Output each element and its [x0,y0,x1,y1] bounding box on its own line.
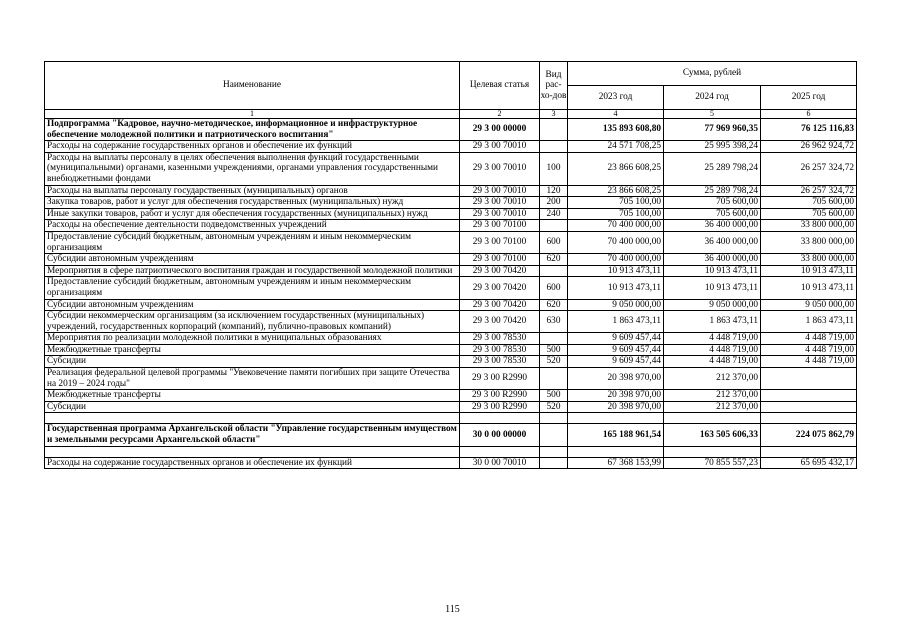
cell-amount-2023: 70 400 000,00 [568,231,664,253]
table-row [45,254,857,266]
cell-amount-2023: 70 400 000,00 [568,254,664,266]
cell-amount-2025: 10 913 473,11 [761,265,857,277]
header-row [45,62,857,86]
table-row [45,356,857,368]
cell-name: Расходы на содержание государственных органов и обеспечение их функций [45,141,460,153]
cell-expense-type: 600 [540,231,568,253]
cell-target-code: 29 3 00 R2990 [460,390,540,402]
cell-amount-2023: 23 866 608,25 [568,185,664,197]
table-row [45,390,857,402]
cell-expense-type [540,457,568,469]
cell-name: Предоставление субсидий бюджетным, автономным учреждениям и иным некоммерческим организациям [45,231,460,253]
cell-name: Иные закупки товаров, работ и услуг для обеспечения государственных (муниципальных) нужд [45,208,460,220]
page-number: 115 [445,604,460,615]
cell-name: Субсидии некоммерческим организациям (за исключением государственных (муниципальных) учреждений, государственных корпораций (компаний), публично-правовых компаний) [45,311,460,333]
cell-amount-2023: 9 609 457,44 [568,333,664,345]
cell-amount-2023: 24 571 708,25 [568,141,664,153]
column-index: 6 [761,110,857,119]
cell-expense-type: 600 [540,277,568,299]
cell-amount-2023: 705 100,00 [568,197,664,209]
cell-expense-type [540,220,568,232]
cell-target-code: 29 3 00 70100 [460,231,540,253]
cell-name: Государственная программа Архангельской области "Управление государственным имуществом и земельными ресурсами Архангельской области" [45,424,460,446]
table-row [45,277,857,299]
cell-amount-2023: 10 913 473,11 [568,265,664,277]
cell-expense-type: 500 [540,344,568,356]
cell-amount-2024: 212 370,00 [664,401,761,413]
cell-amount-2024 [664,446,761,457]
cell-amount-2023: 9 609 457,44 [568,344,664,356]
cell-amount-2025: 1 863 473,11 [761,311,857,333]
cell-amount-2024 [664,413,761,424]
header-year-2024: 2024 год [664,86,761,110]
table-row [45,344,857,356]
cell-target-code [460,413,540,424]
cell-target-code: 30 0 00 00000 [460,424,540,446]
header-code: Целевая статья [460,62,540,110]
cell-name: Расходы на содержание государственных органов и обеспечение их функций [45,457,460,469]
spacer-row [45,446,857,457]
cell-amount-2023: 70 400 000,00 [568,220,664,232]
cell-expense-type: 100 [540,152,568,185]
table-row [45,197,857,209]
cell-amount-2023: 9 609 457,44 [568,356,664,368]
cell-amount-2025: 26 257 324,72 [761,152,857,185]
cell-amount-2025: 4 448 719,00 [761,344,857,356]
cell-name: Субсидии [45,356,460,368]
cell-amount-2023 [568,446,664,457]
cell-target-code: 29 3 00 78530 [460,333,540,345]
cell-amount-2024: 4 448 719,00 [664,356,761,368]
table-row [45,368,857,390]
table-row [45,333,857,345]
table-row [45,208,857,220]
cell-amount-2023: 67 368 153,99 [568,457,664,469]
table-row [45,424,857,446]
cell-amount-2025 [761,413,857,424]
cell-target-code: 29 3 00 70010 [460,141,540,153]
cell-amount-2023: 165 188 961,54 [568,424,664,446]
cell-amount-2023: 23 866 608,25 [568,152,664,185]
cell-amount-2025 [761,401,857,413]
cell-name: Расходы на выплаты персоналу в целях обеспечения выполнения функций государственными (муниципальными) органами, казенными учреждениями, органами управления государственными внебюджетными фондами [45,152,460,185]
cell-amount-2024: 77 969 960,35 [664,119,761,141]
cell-target-code: 29 3 00 00000 [460,119,540,141]
cell-expense-type: 500 [540,390,568,402]
cell-target-code: 29 3 00 70420 [460,265,540,277]
spacer-row [45,413,857,424]
cell-target-code: 29 3 00 R2990 [460,401,540,413]
table-row [45,401,857,413]
cell-amount-2024: 25 289 798,24 [664,152,761,185]
cell-expense-type: 630 [540,311,568,333]
cell-expense-type: 520 [540,356,568,368]
header-year-2025: 2025 год [761,86,857,110]
cell-name: Межбюджетные трансферты [45,390,460,402]
cell-name: Предоставление субсидий бюджетным, автономным учреждениям и иным некоммерческим организациям [45,277,460,299]
cell-amount-2024: 4 448 719,00 [664,344,761,356]
cell-expense-type: 520 [540,401,568,413]
table-row [45,185,857,197]
cell-target-code: 30 0 00 70010 [460,457,540,469]
cell-expense-type: 620 [540,299,568,311]
cell-name: Подпрограмма "Кадровое, научно-методическое, информационное и инфраструктурное обеспечение молодежной политики и патриотического воспитания" [45,119,460,141]
cell-amount-2025: 705 600,00 [761,208,857,220]
cell-amount-2024: 10 913 473,11 [664,265,761,277]
table-row [45,141,857,153]
table-row [45,231,857,253]
cell-amount-2024: 212 370,00 [664,368,761,390]
cell-amount-2025: 4 448 719,00 [761,333,857,345]
cell-amount-2024: 36 400 000,00 [664,254,761,266]
cell-expense-type [540,265,568,277]
cell-amount-2025: 26 257 324,72 [761,185,857,197]
cell-amount-2024: 9 050 000,00 [664,299,761,311]
cell-expense-type [540,333,568,345]
cell-name: Субсидии [45,401,460,413]
table-row [45,220,857,232]
cell-amount-2024: 705 600,00 [664,197,761,209]
cell-target-code: 29 3 00 70420 [460,311,540,333]
cell-amount-2025: 33 800 000,00 [761,254,857,266]
cell-amount-2024: 36 400 000,00 [664,231,761,253]
cell-expense-type [540,413,568,424]
cell-amount-2025: 9 050 000,00 [761,299,857,311]
column-index: 5 [664,110,761,119]
cell-expense-type [540,424,568,446]
table-body [45,62,857,469]
header-sum: Сумма, рублей [568,62,857,86]
table-row [45,119,857,141]
cell-name: Реализация федеральной целевой программы "Увековечение памяти погибших при защите Отечества на 2019 – 2024 годы" [45,368,460,390]
cell-expense-type [540,141,568,153]
cell-amount-2025: 33 800 000,00 [761,231,857,253]
cell-amount-2025: 65 695 432,17 [761,457,857,469]
column-index: 4 [568,110,664,119]
cell-amount-2024: 36 400 000,00 [664,220,761,232]
column-index: 3 [540,110,568,119]
cell-target-code: 29 3 00 70100 [460,254,540,266]
cell-amount-2025: 26 962 924,72 [761,141,857,153]
cell-target-code: 29 3 00 70010 [460,152,540,185]
cell-amount-2024: 25 289 798,24 [664,185,761,197]
cell-target-code: 29 3 00 70010 [460,185,540,197]
header-year-2023: 2023 год [568,86,664,110]
cell-name [45,446,460,457]
cell-amount-2024: 212 370,00 [664,390,761,402]
cell-target-code [460,446,540,457]
table-row [45,152,857,185]
table-row [45,457,857,469]
cell-amount-2024: 10 913 473,11 [664,277,761,299]
cell-amount-2023: 135 893 608,80 [568,119,664,141]
cell-expense-type: 120 [540,185,568,197]
cell-name: Межбюджетные трансферты [45,344,460,356]
header-name: Наименование [45,62,460,110]
cell-name: Расходы на обеспечение деятельности подведомственных учреждений [45,220,460,232]
cell-name: Субсидии автономным учреждениям [45,254,460,266]
cell-target-code: 29 3 00 R2990 [460,368,540,390]
table-row [45,311,857,333]
cell-amount-2024: 25 995 398,24 [664,141,761,153]
cell-name [45,413,460,424]
cell-amount-2023: 1 863 473,11 [568,311,664,333]
column-index: 1 [45,110,460,119]
cell-name: Закупка товаров, работ и услуг для обеспечения государственных (муниципальных) нужд [45,197,460,209]
cell-expense-type [540,368,568,390]
cell-amount-2025 [761,446,857,457]
budget-table [44,61,857,469]
cell-amount-2024: 70 855 557,23 [664,457,761,469]
cell-target-code: 29 3 00 78530 [460,344,540,356]
column-index-row [45,110,857,119]
cell-name: Мероприятия по реализации молодежной политики в муниципальных образованиях [45,333,460,345]
cell-target-code: 29 3 00 78530 [460,356,540,368]
cell-amount-2025: 33 800 000,00 [761,220,857,232]
cell-name: Мероприятия в сфере патриотического воспитания граждан и государственной молодежной политики [45,265,460,277]
cell-amount-2023: 705 100,00 [568,208,664,220]
cell-amount-2025: 10 913 473,11 [761,277,857,299]
cell-expense-type: 240 [540,208,568,220]
cell-amount-2024: 4 448 719,00 [664,333,761,345]
cell-target-code: 29 3 00 70420 [460,299,540,311]
cell-amount-2024: 163 505 606,33 [664,424,761,446]
cell-amount-2025: 4 448 719,00 [761,356,857,368]
cell-amount-2025: 76 125 116,83 [761,119,857,141]
cell-target-code: 29 3 00 70010 [460,197,540,209]
cell-amount-2023: 20 398 970,00 [568,390,664,402]
cell-name: Субсидии автономным учреждениям [45,299,460,311]
cell-amount-2025: 224 075 862,79 [761,424,857,446]
header-vid: Вид рас-хо-дов [540,62,568,110]
cell-name: Расходы на выплаты персоналу государственных (муниципальных) органов [45,185,460,197]
table-row [45,265,857,277]
cell-amount-2023 [568,413,664,424]
cell-amount-2023: 9 050 000,00 [568,299,664,311]
cell-amount-2025 [761,390,857,402]
cell-expense-type: 620 [540,254,568,266]
cell-target-code: 29 3 00 70010 [460,208,540,220]
cell-target-code: 29 3 00 70100 [460,220,540,232]
cell-amount-2024: 1 863 473,11 [664,311,761,333]
cell-amount-2025 [761,368,857,390]
cell-amount-2025: 705 600,00 [761,197,857,209]
cell-expense-type [540,119,568,141]
column-index: 2 [460,110,540,119]
cell-amount-2023: 20 398 970,00 [568,401,664,413]
cell-expense-type: 200 [540,197,568,209]
cell-target-code: 29 3 00 70420 [460,277,540,299]
cell-amount-2024: 705 600,00 [664,208,761,220]
table-row [45,299,857,311]
cell-expense-type [540,446,568,457]
cell-amount-2023: 20 398 970,00 [568,368,664,390]
cell-amount-2023: 10 913 473,11 [568,277,664,299]
